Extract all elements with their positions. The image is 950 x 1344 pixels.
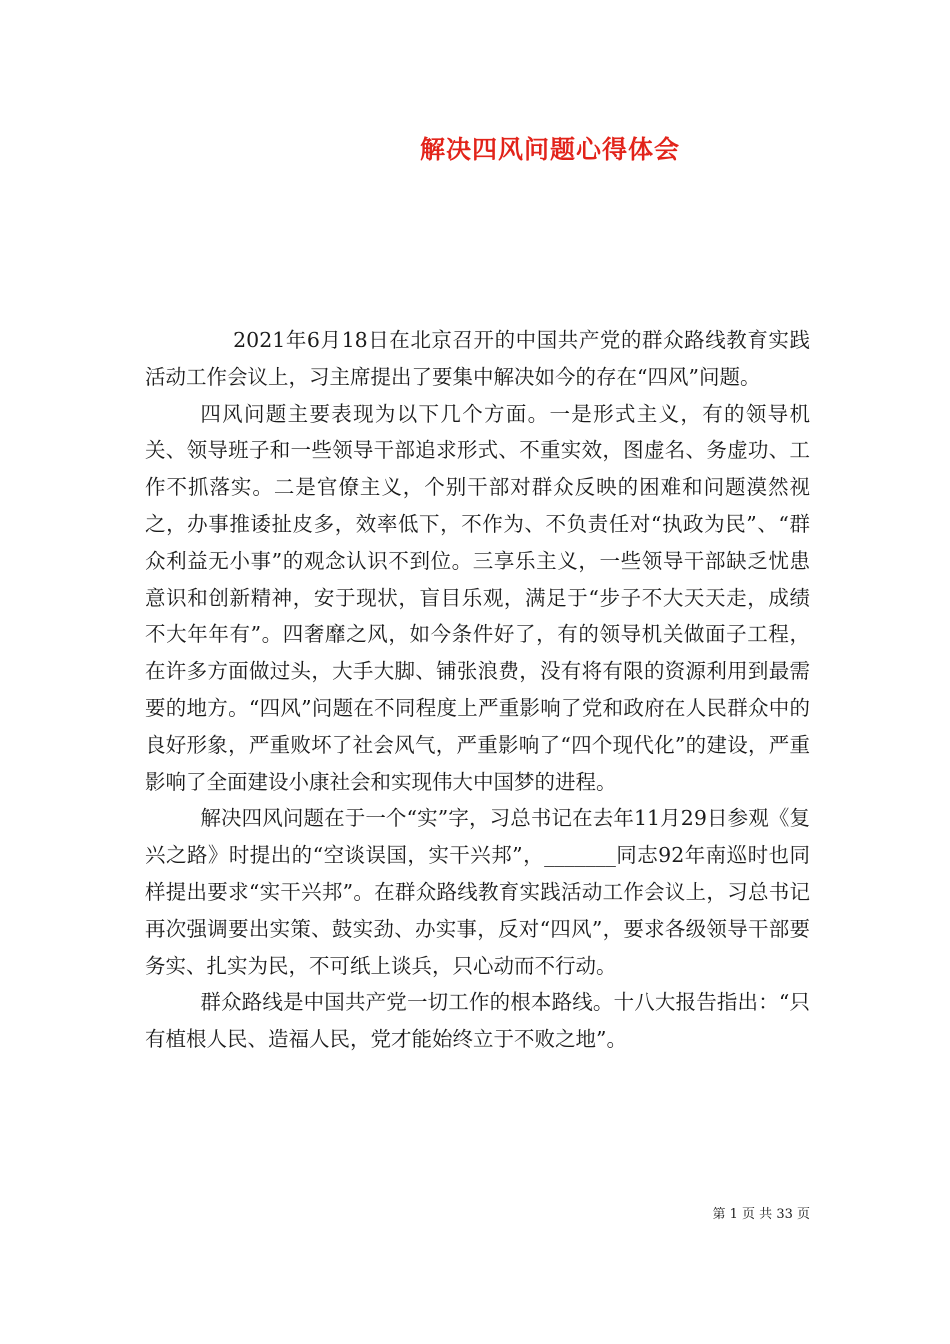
paragraph-intro: 2021年6月18日在北京召开的中国共产党的群众路线教育实践活动工作会议上，习主席提出了要集中解决如今的存在“四风”问题。 [145, 328, 810, 389]
document-body [145, 322, 810, 1058]
paragraph-practical-solution: 解决四风问题在于一个“实”字，习总书记在去年11月29日参观《复兴之路》时提出的“空谈误国，实干兴邦”，_______同志92年南巡时也同样提出要求“实干兴邦”。在群众路线教育实践活动工作会议上，习总书记再次强调要出实策、鼓实劲、办实事，反对“四风”，要求各级领导干部要务实、扎实为民，不可纸上谈兵，只心动而不行动。 [145, 806, 810, 978]
paragraph-mass-line: 群众路线是中国共产党一切工作的根本路线。十八大报告指出：“只有植根人民、造福人民，党才能始终立于不败之地”。 [145, 990, 810, 1052]
page-number: 第 1 页 共 33 页 [712, 1207, 810, 1222]
paragraph-four-winds-issues: 四风问题主要表现为以下几个方面。一是形式主义，有的领导机关、领导班子和一些领导干部追求形式、不重实效，图虚名、务虚功、工作不抓落实。二是官僚主义，个别干部对群众反映的困难和问题漠然视之，办事推诿扯皮多，效率低下，不作为、不负责任对“执政为民”、“群众利益无小事”的观念认识不到位。三享乐主义，一些领导干部缺乏忧患意识和创新精神，安于现状，盲目乐观，满足于“步子不大天天走，成绩不大年年有”。四奢靡之风，如今条件好了，有的领导机关做面子工程，在许多方面做过头，大手大脚、铺张浪费，没有将有限的资源利用到最需要的地方。“四风”问题在不同程度上严重影响了党和政府在人民群众中的良好形象，严重败坏了社会风气，严重影响了“四个现代化”的建设，严重影响了全面建设小康社会和实现伟大中国梦的进程。 [145, 401, 810, 794]
document-title: 解决四风问题心得体会 [419, 135, 680, 164]
